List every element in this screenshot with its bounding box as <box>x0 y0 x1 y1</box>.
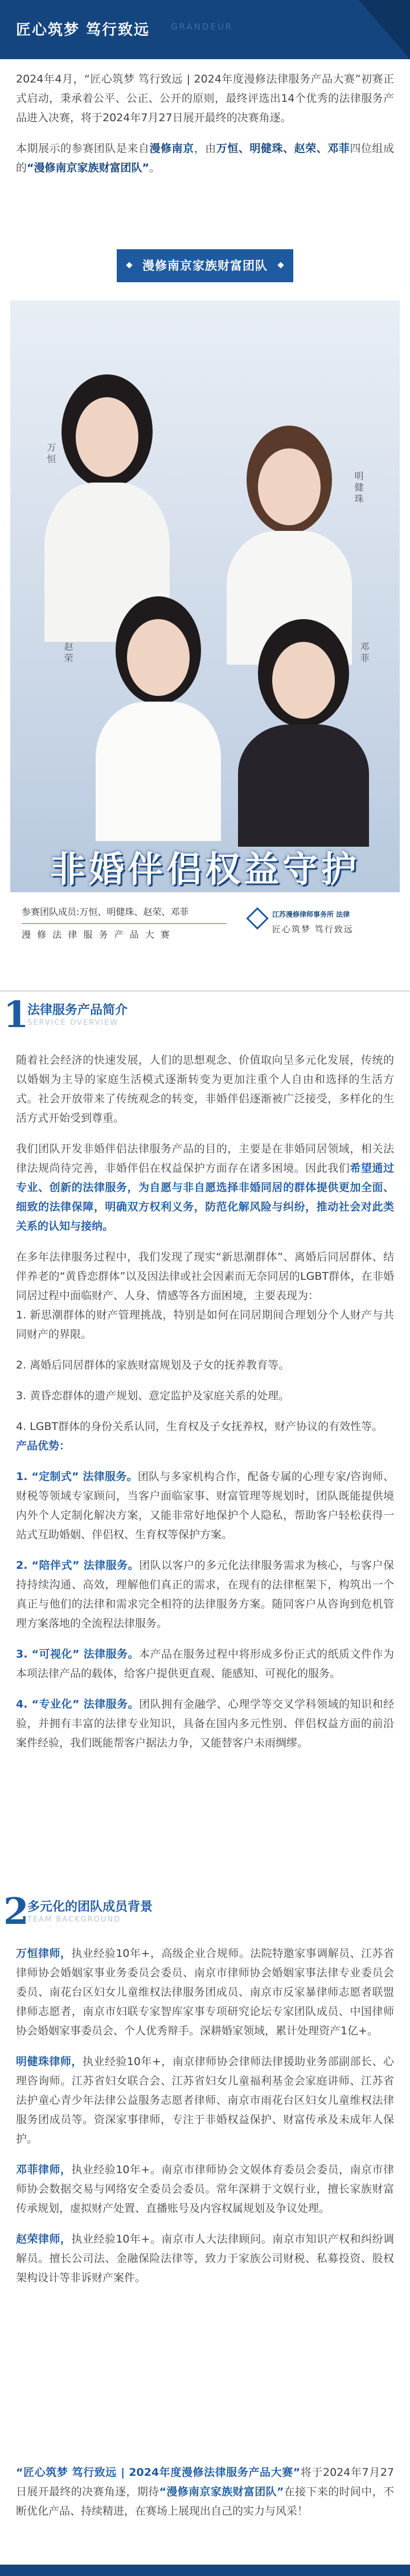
team-poster-image <box>10 300 400 892</box>
feature-text: 本产品在服务过程中将形成多份正式的纸质文件作为本项法律产品的载体，给客户提供更直观、能感知、可视化的服务。 <box>16 1648 394 1680</box>
member-bio <box>16 1944 394 2041</box>
feature-item <box>16 1644 394 1683</box>
intro-text-span: 本期展示的参赛团队是来自 <box>16 142 150 155</box>
features-heading: 产品优势： <box>16 1440 71 1452</box>
caption-product: 漫 修 法 律 服 务 产 品 大 赛 <box>22 929 171 940</box>
feature-text: 团队拥有金融学、心理学等交叉学科领域的知识和经验，并拥有丰富的法律专业知识，具备在国内多元性别、伴侣权益方面的前沿案件经验，我们既能帮客户据法力争，又能替客户未雨绸缪。 <box>16 1698 394 1749</box>
feature-title: 3. “可视化” 法律服务。 <box>16 1648 140 1660</box>
feature-title: 2. “陪伴式” 法律服务。 <box>16 1559 140 1572</box>
section-2-body <box>16 1944 394 2288</box>
member-bio <box>16 2160 394 2218</box>
firm-slogan: 匠心筑梦 笃行致远 <box>272 924 354 934</box>
feature-title: 4. “专业化” 法律服务。 <box>16 1698 140 1711</box>
intro-text <box>16 69 394 178</box>
feature-item <box>16 1695 394 1753</box>
list-item: 1. 新思潮群体的财产管理挑战，特别是如何在同居期间合理划分个人财产与共同财产的界限。 <box>16 1309 394 1341</box>
list-item: 2. 离婚后同居群体的家族财富规划及子女的抚养教育等。 <box>16 1359 290 1371</box>
section-number: 2 <box>3 1890 29 1933</box>
firm-name: 江苏漫修律师事务所 法律 <box>272 910 350 918</box>
text-span: 我们团队开发非婚伴侣法律服务产品的目的，主要是在非婚同居领域，相关法律法规尚待完善，非婚伴侣在权益保护方面存在诸多困境。因此我们 <box>16 1143 394 1174</box>
footer-bar <box>0 2565 410 2576</box>
header-subtitle: GRANDEUR <box>171 22 233 32</box>
closing-section <box>0 2453 410 2576</box>
member-name: 明健珠律师， <box>16 2055 83 2068</box>
member-text: 执业经验10年+，高级企业合规师。法院特邀家事调解员、江苏省律师协会婚姻家事业务委员会委员、南京市律师协会婚姻家事法律专业委员会委员、南花台区妇女儿童维权法律服务团成员、南京市反家暴律师志愿者联盟律师志愿者，南京市妇联专家智库家事专项研究论坛专家团队成员、中国律师协会婚姻家事委员会、个人优秀辩手。深耕婚家领域，累计处理资产1亿+。 <box>16 1947 394 2037</box>
member-text: 执业经验10年+。南京市律师协会文娱体育委员会委员，南京市律师协会数据交易与网络安全委员会委员。常年深耕于文娱行业，擅长家族财富传承规划，虚拟财产处置、直播账号及内容权属规划及争议处理。 <box>16 2163 394 2215</box>
highlight-text: 希望通过专业、创新的法律服务，为自愿与非自愿选择非婚同居的群体提供更加全面、细致的法律保障，明确双方权利义务，防范化解风险与纠纷，推动社会对此类关系的认知与接纳。 <box>16 1162 394 1233</box>
list-item: 4. LGBT群体的身份关系认同，生育权及子女抚养权，财产协议的有效性等。 <box>16 1420 383 1433</box>
member-photo-zhaorong <box>96 596 221 841</box>
section-title: 多元化的团队成员背景 <box>27 1900 153 1914</box>
intro-paragraph-2 <box>16 139 394 178</box>
poster-slogan: 非婚伴侣权益守护 <box>50 848 360 890</box>
member-photo-dengfei <box>238 619 369 847</box>
list-item: 3. 黄昏恋群体的遗产规划、意定监护及家庭关系的处理。 <box>16 1390 290 1402</box>
member-bio <box>16 2229 394 2288</box>
poster-name-label: 明健珠 <box>353 471 364 505</box>
member-text: 执业经验10年+。南京市人大法律顾问。南京市知识产权和纠纷调解员。擅长公司法、金融保险法律等，致力于家族公司财税、私募投资、股权架构设计等非诉财产案件。 <box>16 2233 394 2284</box>
caption-divider <box>22 923 227 924</box>
closing-text <box>16 2463 394 2521</box>
intro-text-span: 四位组成的 <box>16 142 394 174</box>
event-name: “匠心筑梦 笃行致远 | 2024年度漫修法律服务产品大赛” <box>16 2466 301 2479</box>
member-bio <box>16 2052 394 2149</box>
team-members: 万恒、明健珠、赵荣、邓菲 <box>216 142 350 155</box>
intro-paragraph-1: 2024年4月，“匠心筑梦 笃行致远 | 2024年度漫修法律服务产品大赛”初赛正式启动，秉承着公平、公正、公开的原则，最终评选出14个优秀的法律服务产品进入决赛，将于2024年7月27日展开最终的决赛角逐。 <box>16 73 394 124</box>
section-1-header <box>0 994 410 1037</box>
intro-text-span: 。 <box>149 162 161 174</box>
firm-logo-icon <box>246 907 269 930</box>
member-name: 赵荣律师， <box>16 2233 72 2245</box>
caption-members: 参赛团队成员:万恒、明健珠、赵荣、邓菲 <box>22 906 189 917</box>
poster-caption <box>22 904 388 983</box>
closing-span: 在接下来的时间中，不断优化产品、持续精进，在赛场上展现出自己的实力与风采！ <box>16 2486 394 2517</box>
firm-logo <box>249 908 388 942</box>
paragraph <box>16 1139 394 1236</box>
section-title: 法律服务产品简介 <box>27 1003 128 1017</box>
poster-name-label: 万恒 <box>46 443 56 465</box>
poster-name-label: 赵荣 <box>63 642 73 665</box>
closing-span: 将于2024年7月27日展开最终的决赛角逐，期待 <box>16 2466 394 2498</box>
member-text: 执业经验10年+，南京律师协会律师法律援助业务部副部长、心理咨询师。江苏省妇女联合会、江苏省妇女儿童福利基金会家庭讲师、江苏省法护童心青少年法律公益服务志愿者律师、南京市雨花台区妇女儿童维权法律服务团成员等。资深家事律师，专注于非婚权益保护、财富传承及未成年人保护。 <box>16 2055 394 2145</box>
team-name: “漫修南京家族财富团队” <box>27 162 149 174</box>
poster-name-label: 邓菲 <box>359 642 370 665</box>
header-banner <box>0 0 410 59</box>
section-2-header <box>0 1890 410 1934</box>
paragraph: 随着社会经济的快速发展，人们的思想观念、价值取向呈多元化发展，传统的以婚姻为主导的家庭生活模式逐渐转变为更加注重个人自由和选择的生活方式。社会开放带来了传统观念的转变，非婚伴侣逐渐被广泛接受，多样化的生活方式开始受到尊重。 <box>16 1054 394 1124</box>
team-city: 漫修南京 <box>149 142 194 155</box>
issue-list <box>16 1305 394 1436</box>
feature-item <box>16 1556 394 1633</box>
section-subtitle: SERVICE OVERVIEW <box>27 1019 119 1027</box>
section-divider <box>0 990 410 992</box>
feature-title: 1. “定制式” 法律服务。 <box>16 1470 138 1483</box>
intro-text-span: ，由 <box>194 142 216 155</box>
header-corner-decoration <box>359 0 410 59</box>
feature-text: 团队与多家机构合作，配备专属的心理专家/咨询师、财税等领域专家顾问，当客户面临家事、财富管理等规划时，团队既能提供境内外个人定制化解决方案，又能非常好地保护个人隐私，帮助客户轻松获得一站式互助婚姻、伴侣权、生育权等保护方案。 <box>16 1470 394 1541</box>
section-number: 1 <box>3 994 29 1036</box>
section-subtitle: TEAM BACKGROUND <box>27 1915 121 1924</box>
section-1-body <box>16 1050 394 1753</box>
feature-item <box>16 1467 394 1544</box>
feature-text: 团队以客户的多元化法律服务需求为核心，与客户保持持续沟通、高效，理解他们真正的需求，在现有的法律框架下，构筑出一个真正与他们的法律和需求完全相符的法律服务方案。随同客户从咨询到危机管理方案落地的全流程法律服务。 <box>16 1559 394 1630</box>
team-name: “漫修南京家族财富团队” <box>159 2486 284 2498</box>
team-name-banner: 漫修南京家族财富团队 <box>117 249 293 282</box>
header-title: 匠心筑梦 笃行致远 <box>16 22 150 39</box>
member-name: 万恒律师， <box>16 1947 72 1960</box>
paragraph: 在多年法律服务过程中，我们发现了现实“新思潮群体”、离婚后同居群体、结伴养老的“黄昏恋群体”以及因法律或社会因素而无奈同居的LGBT群体，在非婚同居过程中面临财产、人身、情感等各方面困境，主要表现为： <box>16 1251 394 1302</box>
member-name: 邓菲律师， <box>16 2163 72 2176</box>
